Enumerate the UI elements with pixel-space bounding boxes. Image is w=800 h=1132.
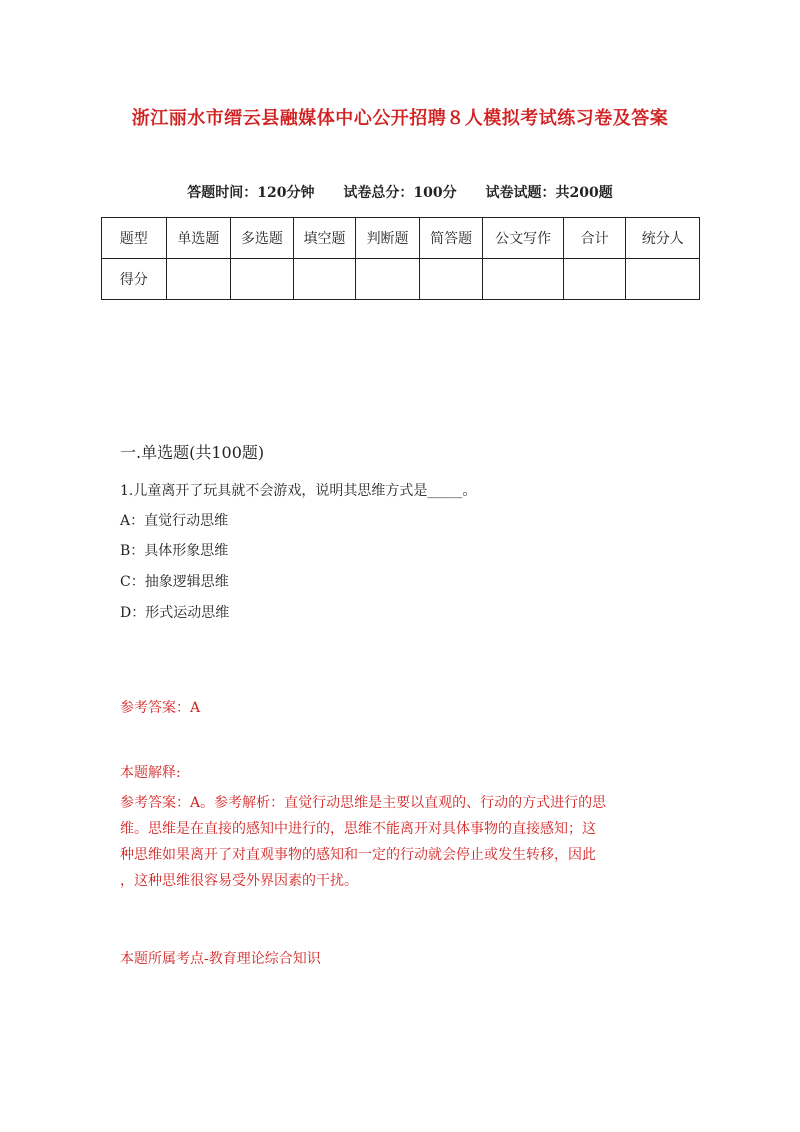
score-header-cell: 判断题 [356,218,420,259]
score-table-score-row [102,259,700,300]
score-header-cell: 填空题 [293,218,356,259]
score-cell [166,259,231,300]
page-title: 浙江丽水市缙云县融媒体中心公开招聘８人模拟考试练习卷及答案 [131,108,669,129]
explanation-line: 维。思维是在直接的感知中进行的，思维不能离开对具体事物的直接感知；这 [120,821,596,837]
option-d: D：形式运动思维 [120,605,230,621]
option-b: B：具体形象思维 [120,543,229,559]
score-cell [419,259,483,300]
topic-tag: 本题所属考点-教育理论综合知识 [120,951,321,967]
score-header-cell: 统分人 [626,218,700,259]
score-cell [293,259,356,300]
score-cell [563,259,626,300]
exam-total-score: 试卷总分：100分 [343,185,457,201]
exam-time: 答题时间：120分钟 [187,185,315,201]
score-header-cell: 合计 [563,218,626,259]
score-table [101,217,700,300]
option-a: A：直觉行动思维 [120,513,229,529]
explanation-text [120,790,688,894]
score-table-header-row [102,218,700,259]
exam-question-count: 试卷试题：共200题 [485,185,613,201]
explanation-line: 参考答案：A。参考解析：直觉行动思维是主要以直观的、行动的方式进行的思 [120,795,607,811]
score-header-cell: 简答题 [419,218,483,259]
score-cell [356,259,420,300]
reference-answer: 参考答案：A [120,700,201,716]
section-title: 一.单选题(共100题) [120,443,265,462]
explanation-label: 本题解释: [120,765,181,781]
score-row-label: 得分 [102,259,167,300]
exam-meta [0,182,800,202]
score-header-cell: 题型 [102,218,167,259]
explanation-line: ，这种思维很容易受外界因素的干扰。 [120,873,358,889]
option-c: C：抽象逻辑思维 [120,574,229,590]
score-cell [231,259,294,300]
question-text: 1.儿童离开了玩具就不会游戏，说明其思维方式是_____。 [120,483,477,499]
explanation-line: 种思维如果离开了对直观事物的感知和一定的行动就会停止或发生转移，因此 [120,847,596,863]
score-cell [626,259,700,300]
score-cell [483,259,563,300]
score-header-cell: 单选题 [166,218,231,259]
score-header-cell: 公文写作 [483,218,563,259]
score-header-cell: 多选题 [231,218,294,259]
